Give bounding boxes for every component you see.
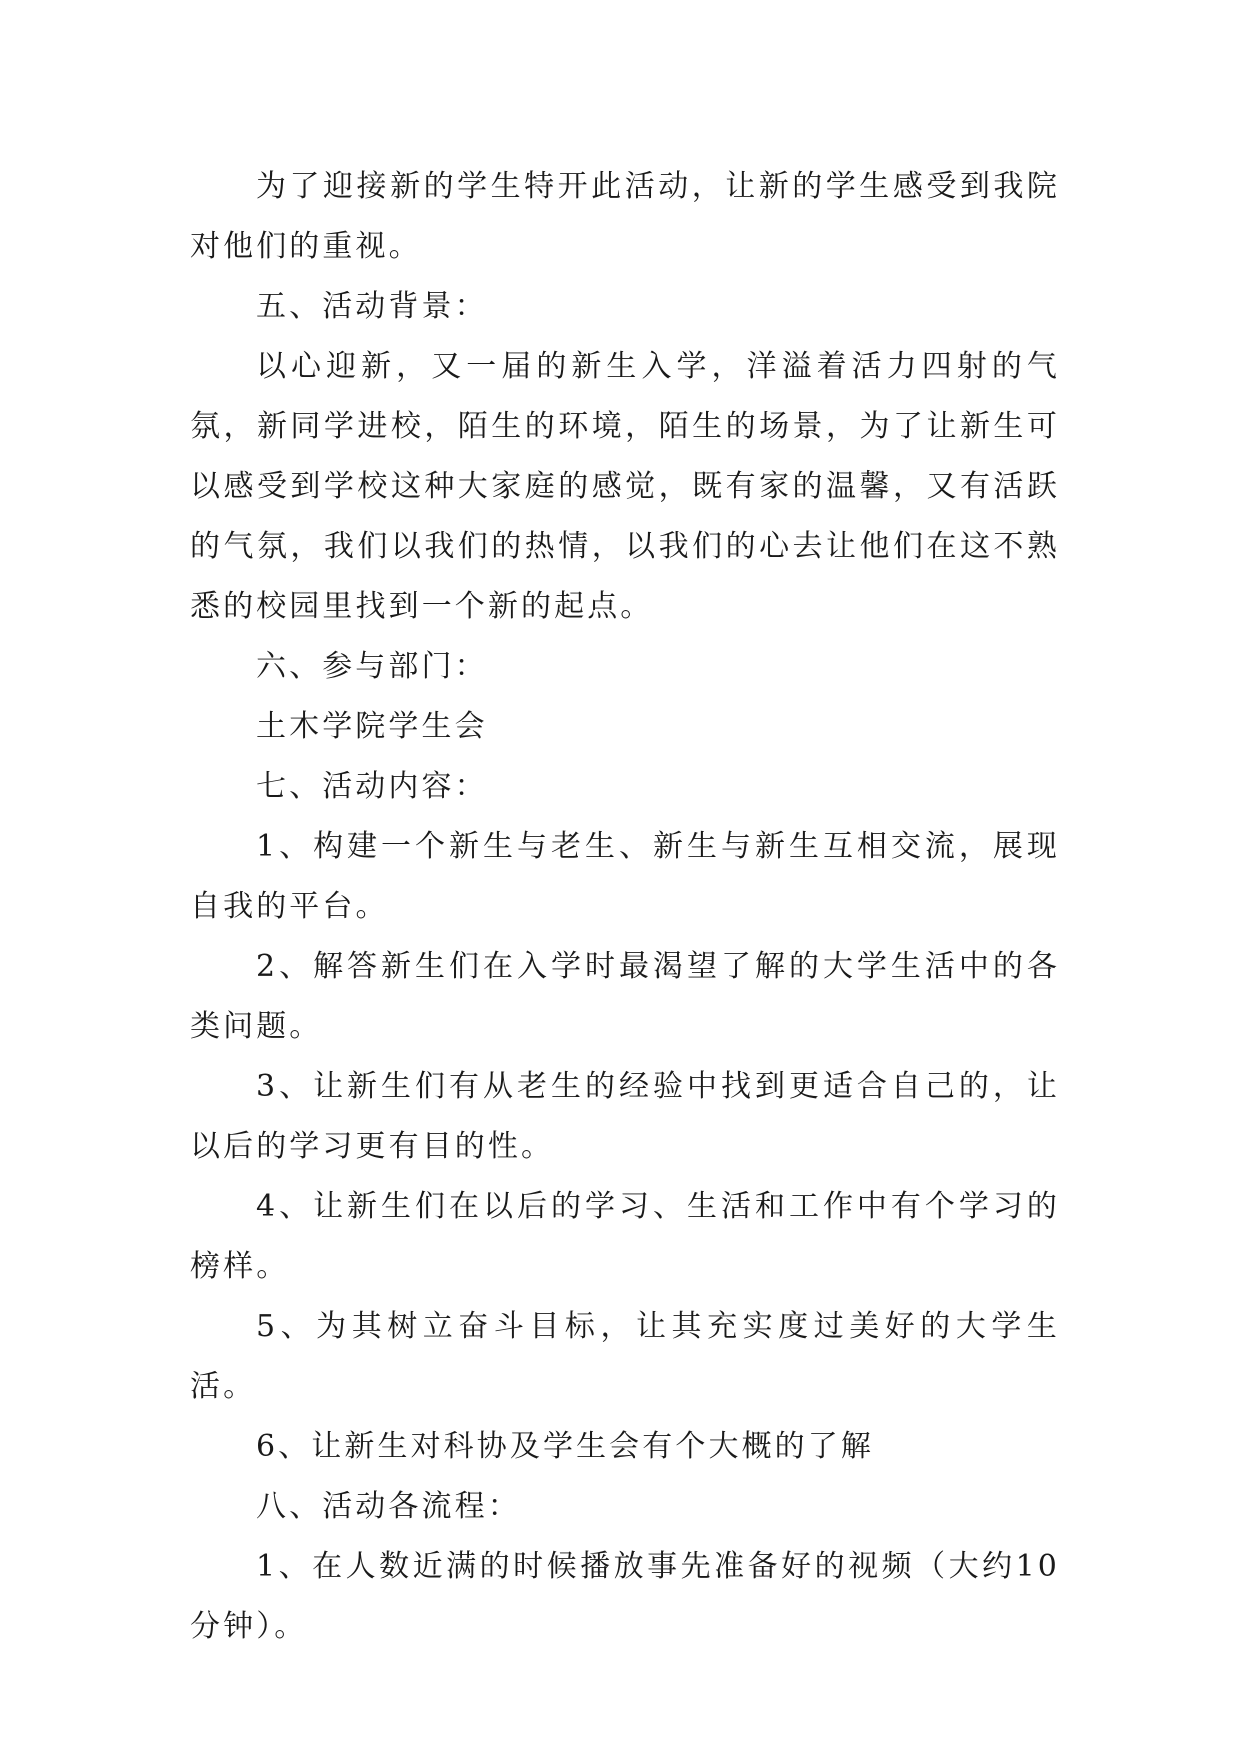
document-body bbox=[190, 157, 1060, 1657]
list-item-content-2: 2、解答新生们在入学时最渴望了解的大学生活中的各类问题。 bbox=[190, 949, 1060, 1044]
paragraph-background: 以心迎新，又一届的新生入学，洋溢着活力四射的气氛，新同学进校，陌生的环境，陌生的场景，为了让新生可以感受到学校这种大家庭的感觉，既有家的温馨，又有活跃的气氛，我们以我们的热情，以我们的心去让他们在这不熟悉的校园里找到一个新的起点。 bbox=[190, 349, 1060, 624]
heading-participating-departments: 六、参与部门： bbox=[256, 649, 488, 684]
list-item-content-4: 4、让新生们在以后的学习、生活和工作中有个学习的榜样。 bbox=[190, 1189, 1060, 1284]
list-item-content-6: 6、让新生对科协及学生会有个大概的了解 bbox=[256, 1429, 874, 1464]
heading-activity-process: 八、活动各流程： bbox=[256, 1489, 521, 1524]
list-item-content-5: 5、为其树立奋斗目标，让其充实度过美好的大学生活。 bbox=[190, 1309, 1060, 1404]
paragraph-purpose: 为了迎接新的学生特开此活动，让新的学生感受到我院对他们的重视。 bbox=[190, 169, 1060, 264]
list-item-content-3: 3、让新生们有从老生的经验中找到更适合自己的，让以后的学习更有目的性。 bbox=[190, 1069, 1060, 1164]
list-item-process-1: 1、在人数近满的时候播放事先准备好的视频（大约10分钟）。 bbox=[190, 1549, 1060, 1644]
list-item-content-1: 1、构建一个新生与老生、新生与新生互相交流，展现自我的平台。 bbox=[190, 829, 1060, 924]
heading-activity-content: 七、活动内容： bbox=[256, 769, 488, 804]
heading-activity-background: 五、活动背景： bbox=[256, 289, 488, 324]
paragraph-department: 土木学院学生会 bbox=[256, 709, 488, 744]
